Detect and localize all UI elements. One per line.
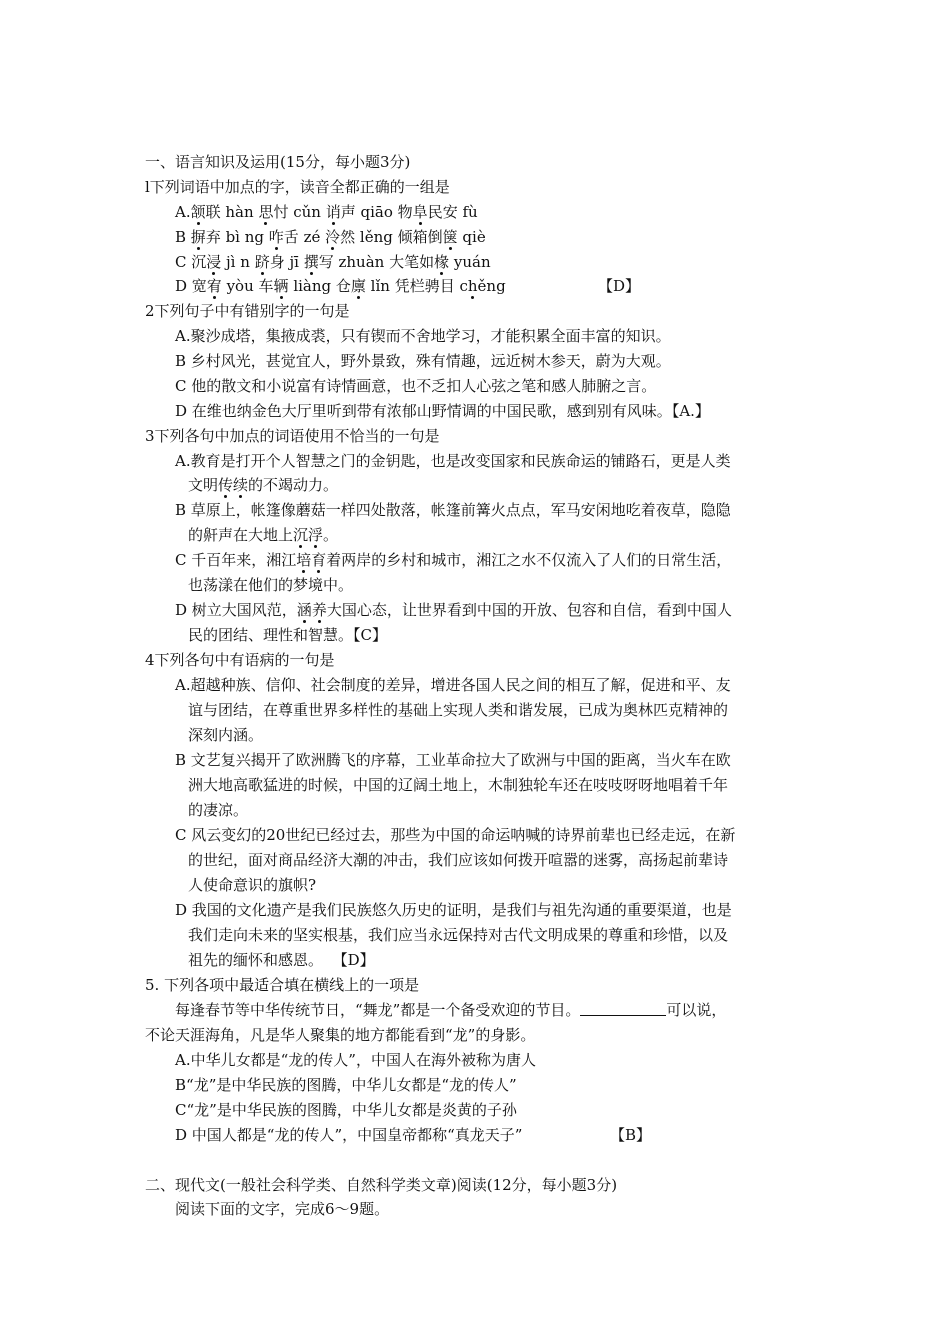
- question-4-option-b-cont: 洲大地高歌猛进的时候，中国的辽阔土地上，木制独轮车还在吱吱呀呀地唱着千年: [188, 776, 729, 794]
- question-5-passage: 每逢春节等中华传统节日，“舞龙”都是一个备受欢迎的节目。 可以说，: [175, 1001, 727, 1019]
- question-3-option-b-cont: 的鼾声在大地上沉浮。: [188, 526, 339, 544]
- question-4-option-d-cont2: 祖先的缅怀和感恩。 【D】: [188, 951, 375, 969]
- question-4-option-b-cont2: 的凄凉。: [188, 801, 249, 819]
- question-3-option-c: C 千百年来，湘江培育着两岸的乡村和城市，湘江之水不仅流入了人们的日常生活，: [175, 551, 732, 569]
- question-5-option-c: C“龙”是中华民族的图腾，中华儿女都是炎黄的子孙: [175, 1101, 517, 1119]
- question-5-answer: 【B】: [610, 1126, 652, 1144]
- question-1-option-a: A.颔联 hàn 思忖 cǔn 诮声 qiāo 物阜民安 fù: [175, 203, 478, 221]
- question-4-option-c-cont2: 人使命意识的旗帜?: [188, 876, 317, 894]
- question-5-option-b: B“龙”是中华民族的图腾，中华儿女都是“龙的传人”: [175, 1076, 517, 1094]
- question-2-option-a: A.聚沙成塔，集掖成裘，只有锲而不舍地学习，才能积累全面丰富的知识。: [175, 327, 671, 345]
- question-2-answer: 【A.】: [671, 402, 710, 420]
- question-4-option-a-cont2: 深刻内涵。: [188, 726, 264, 744]
- question-5-option-a: A.中华儿女都是“龙的传人”，中国人在海外被称为唐人: [175, 1051, 536, 1069]
- question-3-option-c-cont: 也荡漾在他们的梦境中。: [188, 576, 354, 594]
- question-3-option-a: A.教育是打开个人智慧之门的金钥匙，也是改变国家和民族命运的铺路石，更是人类: [175, 452, 731, 470]
- question-4-option-a-cont: 谊与团结，在尊重世界多样性的基础上实现人类和谐发展，已成为奥林匹克精神的: [188, 701, 729, 719]
- question-3-option-b: B 草原上，帐篷像蘑菇一样四处散落，帐篷前篝火点点，军马安闲地吃着夜草，隐隐: [175, 501, 731, 519]
- question-2-stem: 2下列句子中有错别字的一句是: [145, 302, 350, 320]
- question-2-option-d: D 在维也纳金色大厅里听到带有浓郁山野情调的中国民歌，感到别有风味。【A.】: [175, 402, 710, 420]
- question-4-option-a: A.超越种族、信仰、社会制度的差异，增进各国人民之间的相互了解，促进和平、友: [175, 676, 731, 694]
- question-3-stem: 3下列各句中加点的词语使用不恰当的一句是: [145, 427, 440, 445]
- question-3-option-d-cont: 民的团结、理性和智慧。【C】: [188, 626, 387, 644]
- question-5-passage-cont: 不论天涯海角，凡是华人聚集的地方都能看到“龙”的身影。: [145, 1026, 536, 1044]
- question-4-option-c-cont: 的世纪，面对商品经济大潮的冲击，我们应该如何拨开喧嚣的迷雾，高扬起前辈诗: [188, 851, 729, 869]
- question-1-option-b: B 摒弃 bì ng 咋舌 zé 泠然 lěng 倾箱倒箧 qiè: [175, 228, 486, 246]
- question-2-option-c: C 他的散文和小说富有诗情画意，也不乏扣人心弦之笔和感人肺腑之言。: [175, 377, 657, 395]
- question-5-stem: 5. 下列各项中最适合填在横线上的一项是: [145, 976, 420, 994]
- section-2-title: 二、现代文(一般社会科学类、自然科学类文章)阅读(12分，每小题3分): [145, 1176, 618, 1194]
- question-1-answer: 【D】: [598, 277, 641, 295]
- question-4-option-d: D 我国的文化遗产是我们民族悠久历史的证明，是我们与祖先沟通的重要渠道，也是: [175, 901, 732, 919]
- question-4-stem: 4下列各句中有语病的一句是: [145, 651, 335, 669]
- question-3-option-a-cont: 文明传续的不竭动力。: [188, 476, 339, 494]
- question-4-option-b: B 文艺复兴揭开了欧洲腾飞的序幕，工业革命拉大了欧洲与中国的距离，当火车在欧: [175, 751, 731, 769]
- question-1-option-c: C 沉浸 jì n 跻身 jī 撰写 zhuàn 大笔如椽 yuán: [175, 253, 491, 271]
- question-2-option-b: B 乡村风光，甚觉宜人，野外景致，殊有情趣，远近树木参天，蔚为大观。: [175, 352, 671, 370]
- question-4-answer: 【D】: [332, 951, 375, 969]
- question-4-option-d-cont: 我们走向未来的坚实根基，我们应当永远保持对古代文明成果的尊重和珍惜，以及: [188, 926, 729, 944]
- question-4-option-c: C 风云变幻的20世纪已经过去，那些为中国的命运呐喊的诗界前辈也已经走远，在新: [175, 826, 736, 844]
- question-3-answer: 【C】: [353, 626, 387, 644]
- question-1-option-d: D 宽宥 yòu 车辆 liàng 仓廪 lǐn 凭栏骋目 chěng: [175, 277, 506, 295]
- question-3-option-d: D 树立大国风范，涵养大国心态，让世界看到中国的开放、包容和自信，看到中国人: [175, 601, 732, 619]
- question-5-option-d: D 中国人都是“龙的传人”，中国皇帝都称“真龙天子”: [175, 1126, 523, 1144]
- section-1-title: 一、语言知识及运用(15分，每小题3分): [145, 153, 411, 171]
- section-2-intro: 阅读下面的文字，完成6～9题。: [175, 1200, 390, 1218]
- question-1-stem: l下列词语中加点的字，读音全都正确的一组是: [145, 178, 450, 196]
- fill-blank: [580, 1001, 666, 1016]
